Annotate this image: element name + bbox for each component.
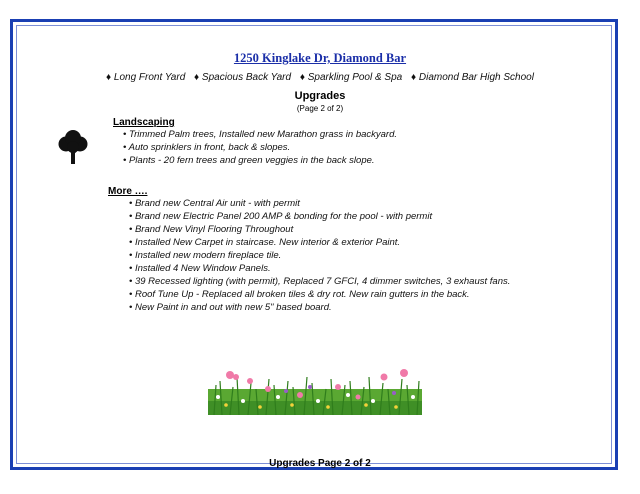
document-title: 1250 Kinglake Dr, Diamond Bar: [233, 51, 407, 65]
feature-item: ♦ Diamond Bar High School: [411, 72, 534, 83]
tree-icon: [56, 130, 90, 166]
list-item: • Auto sprinklers in front, back & slopes.: [123, 142, 291, 153]
feature-highlights: [0, 72, 640, 83]
section-heading: Upgrades: [294, 90, 346, 102]
landscaping-list: [123, 128, 397, 167]
list-item: • New Paint in and out with new 5" based board.: [129, 302, 332, 313]
list-item: • Brand new Central Air unit - with permit: [129, 198, 300, 209]
list-item: • Installed new modern fireplace tile.: [129, 250, 282, 261]
feature-item: ♦ Long Front Yard: [106, 72, 186, 83]
flowers-image: [208, 367, 422, 415]
page-footer: Upgrades Page 2 of 2: [269, 458, 371, 469]
list-item: • Installed 4 New Window Panels.: [129, 263, 271, 274]
feature-item: ♦ Sparkling Pool & Spa: [299, 72, 403, 83]
list-item: • Brand New Vinyl Flooring Throughout: [129, 224, 294, 235]
more-list: [129, 197, 510, 314]
list-item: • Brand new Electric Panel 200 AMP & bonding for the pool - with permit: [129, 211, 433, 222]
more-title: More ….: [108, 186, 148, 197]
feature-item: ♦ Spacious Back Yard: [194, 72, 292, 83]
page-indicator: (Page 2 of 2): [296, 104, 344, 113]
list-item: • Installed New Carpet in staircase. New interior & exterior Paint.: [129, 237, 401, 248]
list-item: • Trimmed Palm trees, Installed new Marathon grass in backyard.: [123, 129, 398, 140]
list-item: • Plants - 20 fern trees and green veggies in the back slope.: [123, 155, 375, 166]
list-item: • 39 Recessed lighting (with permit), Replaced 7 GFCI, 4 dimmer switches, 3 exhaust fans.: [129, 276, 511, 287]
landscaping-title: Landscaping: [113, 117, 175, 128]
list-item: • Roof Tune Up - Replaced all broken tiles & dry rot. New rain gutters in the back.: [129, 289, 470, 300]
